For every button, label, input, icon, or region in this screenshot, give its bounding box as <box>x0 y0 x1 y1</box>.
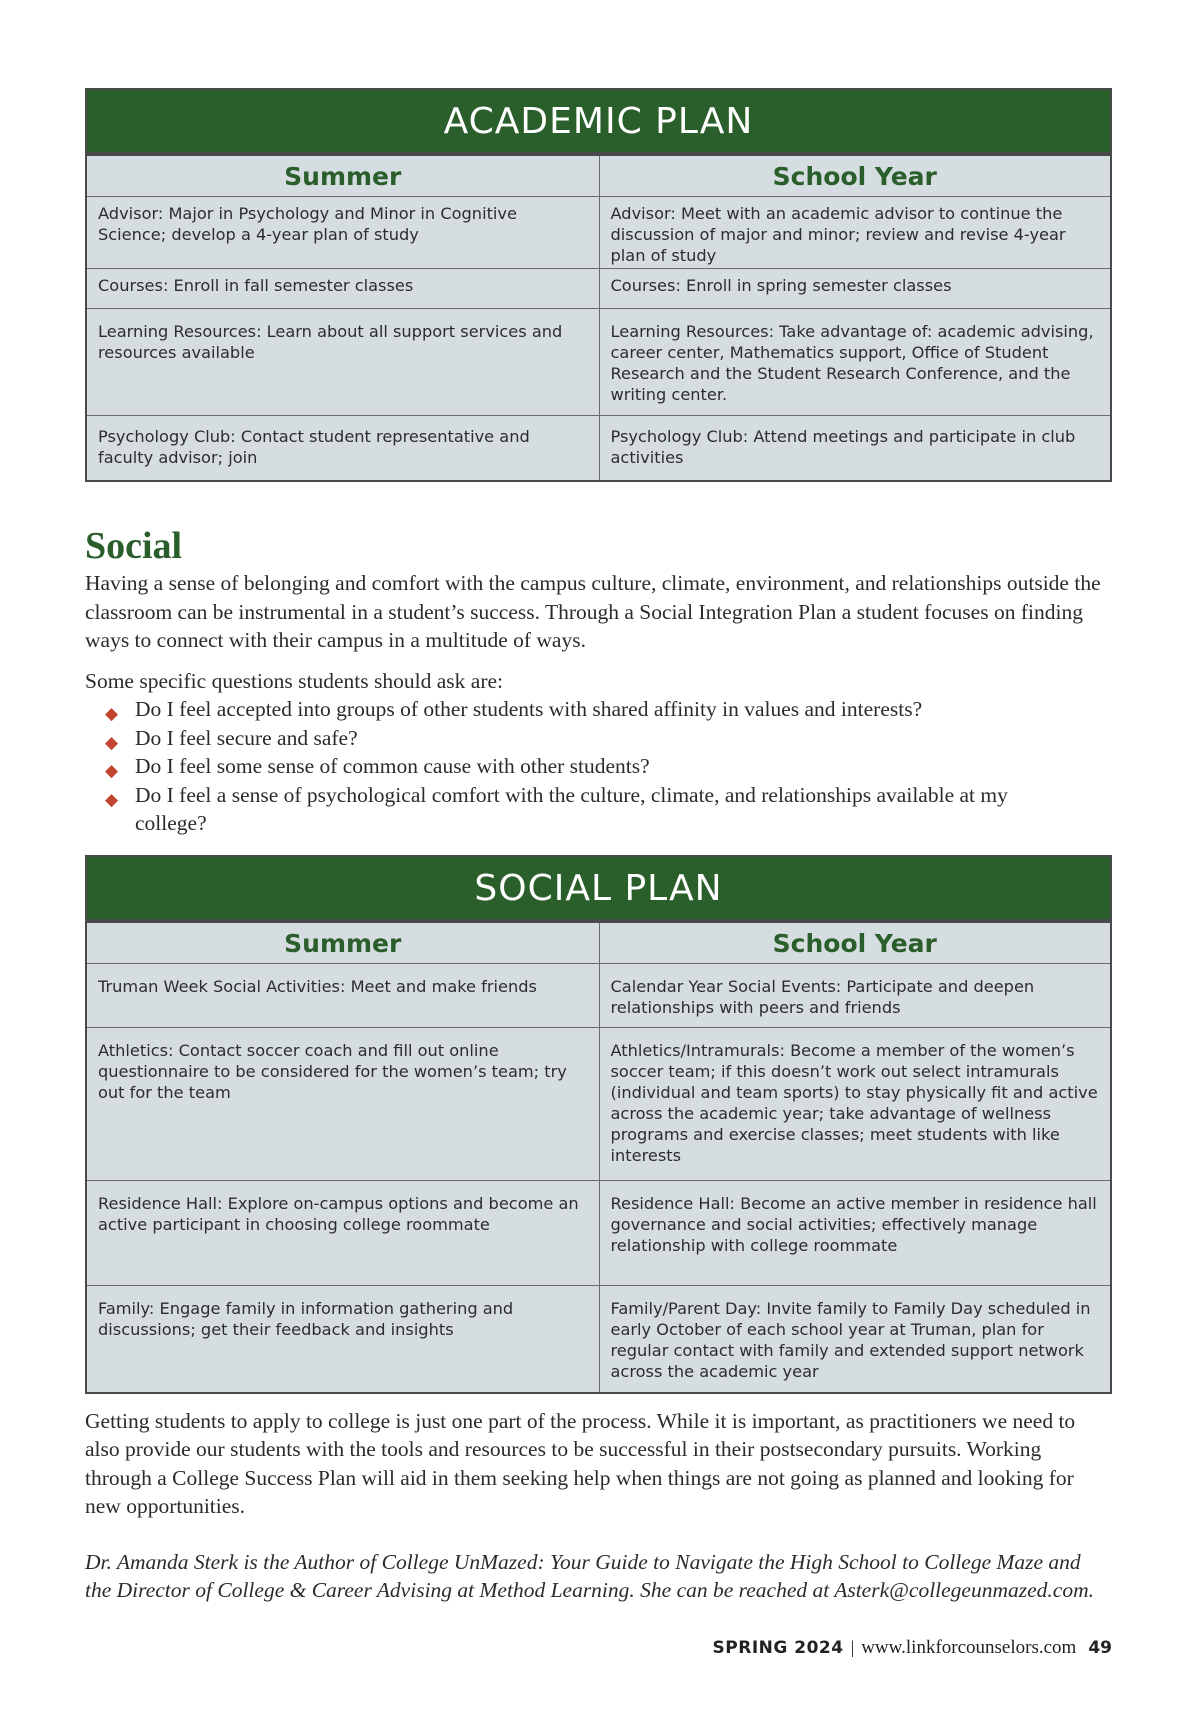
questions-list <box>85 695 1112 838</box>
website-link[interactable]: www.linkforcounselors.com <box>861 1637 1077 1658</box>
summer-cell: Psychology Club: Contact student representative and faculty advisor; join <box>98 427 530 467</box>
page-footer <box>713 1637 1112 1659</box>
table-row <box>87 268 1110 308</box>
summer-cell: Advisor: Major in Psychology and Minor in Cognitive Science; develop a 4-year plan of study <box>98 204 517 244</box>
summer-cell: Courses: Enroll in fall semester classes <box>98 276 414 295</box>
questions-intro: Some specific questions students should ask are: <box>85 668 503 693</box>
diamond-bullet-icon: ◆ <box>105 704 119 724</box>
school-year-cell: Calendar Year Social Events: Participate and deepen relationships with peers and friends <box>599 964 1111 1027</box>
school-year-cell: Psychology Club: Attend meetings and participate in club activities <box>599 416 1111 480</box>
social-plan-title: SOCIAL PLAN <box>87 857 1110 921</box>
diamond-bullet-icon: ◆ <box>105 789 119 810</box>
summer-cell: Residence Hall: Explore on-campus options and become an active participant in choosing college roommate <box>98 1193 579 1234</box>
section-heading-social: Social <box>85 525 183 567</box>
academic-plan-header-row <box>87 154 1110 196</box>
page-content <box>85 88 1112 1605</box>
author-bio: Dr. Amanda Sterk is the Author of College UnMazed: Your Guide to Navigate the High School to College Maze and the Director of College & Career Advising at Method Learning. She can be reached at Asterk@collegeunmazed.com. <box>85 1549 1094 1602</box>
table-row <box>87 1027 1110 1180</box>
school-year-cell: Advisor: Meet with an academic advisor to continue the discussion of major and minor; review and revise 4-year plan of study <box>599 197 1111 268</box>
column-header-summer: Summer <box>284 162 402 191</box>
school-year-cell: Family/Parent Day: Invite family to Family Day scheduled in early October of each school year at Truman, plan for regular contact with family and extended support network across the academic year <box>599 1286 1111 1392</box>
list-item: ◆ Do I feel some sense of common cause with other students? <box>105 752 1112 781</box>
diamond-bullet-icon: ◆ <box>105 761 119 781</box>
school-year-cell: Learning Resources: Take advantage of: academic advising, career center, Mathematics support, Office of Student Research and the Student Research Conference, and the writing center. <box>599 309 1111 415</box>
summer-cell: Truman Week Social Activities: Meet and make friends <box>98 976 537 996</box>
social-plan-header-row <box>87 921 1110 963</box>
social-intro-paragraph: Having a sense of belonging and comfort with the campus culture, climate, environment, and relationships outside the classroom can be instrumental in a student’s success. Through a Social Integration Plan a student focuses on finding ways to connect with their campus in a multitude of ways. <box>85 571 1101 652</box>
list-item: ◆ Do I feel secure and safe? <box>105 724 1112 753</box>
table-row <box>87 1285 1110 1392</box>
list-item: ◆ Do I feel a sense of psychological comfort with the culture, climate, and relationships available at my college? <box>105 782 1008 835</box>
table-row <box>87 415 1110 480</box>
social-plan-table <box>85 855 1112 1394</box>
table-row <box>87 308 1110 415</box>
column-header-school-year: School Year <box>599 923 1111 963</box>
summer-cell: Athletics: Contact soccer coach and fill out online questionnaire to be considered for the women’s team; try out for the team <box>98 1040 567 1102</box>
summer-cell: Family: Engage family in information gathering and discussions; get their feedback and insights <box>98 1298 514 1339</box>
table-row <box>87 196 1110 268</box>
table-row <box>87 963 1110 1027</box>
school-year-cell: Courses: Enroll in spring semester classes <box>599 269 1111 308</box>
academic-plan-table <box>85 88 1112 482</box>
issue-season: SPRING 2024 <box>712 1638 844 1658</box>
summer-cell: Learning Resources: Learn about all support services and resources available <box>98 322 563 362</box>
table-row <box>87 1180 1110 1285</box>
school-year-cell: Residence Hall: Become an active member in residence hall governance and social activities; effectively manage relationship with college roommate <box>599 1181 1111 1285</box>
column-header-school-year: School Year <box>599 156 1111 196</box>
diamond-bullet-icon: ◆ <box>105 732 119 753</box>
closing-paragraph: Getting students to apply to college is just one part of the process. While it is important, as practitioners we need to also provide our students with the tools and resources to be successful in their postsecondary pursuits. Working through a College Success Plan will aid in them seeking help when things are not going as planned and looking for new opportunities. <box>85 1408 1076 1518</box>
academic-plan-title: ACADEMIC PLAN <box>87 90 1110 154</box>
column-header-summer: Summer <box>284 928 402 958</box>
list-item: ◆ Do I feel accepted into groups of other students with shared affinity in values and interests? <box>105 695 1112 724</box>
social-section <box>85 524 1112 838</box>
page-number: 49 <box>1088 1638 1112 1658</box>
footer-separator: | <box>850 1637 855 1657</box>
school-year-cell: Athletics/Intramurals: Become a member of the women’s soccer team; if this doesn’t work out select intramurals (individual and team sports) to stay physically fit and active across the academic year; take advantage of wellness programs and exercise classes; meet students with like interests <box>599 1028 1111 1180</box>
